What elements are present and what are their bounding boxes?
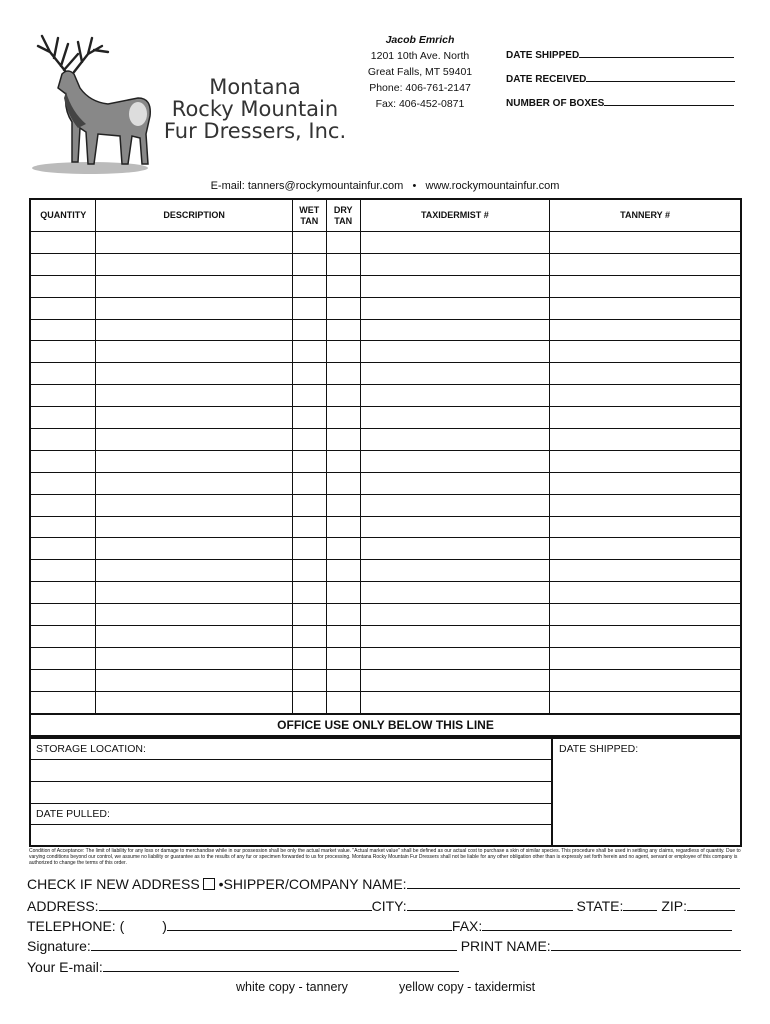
table-cell[interactable] [30,494,96,516]
table-cell[interactable] [360,275,549,297]
table-cell[interactable] [360,407,549,429]
table-cell[interactable] [96,297,292,319]
table-cell[interactable] [292,363,326,385]
company-line-1: Montana [209,75,301,99]
table-cell[interactable] [326,604,360,626]
contact-name: Jacob Emrich [385,34,455,46]
table-cell[interactable] [292,297,326,319]
table-cell[interactable] [292,253,326,275]
shipper-label: •SHIPPER/COMPANY NAME: [218,876,407,892]
table-cell[interactable] [326,450,360,472]
zip-input[interactable] [687,898,735,911]
table-cell[interactable] [96,604,292,626]
email-input[interactable] [103,959,459,972]
table-row [30,297,741,319]
office-line [31,824,551,825]
table-cell[interactable] [96,494,292,516]
table-cell[interactable] [326,494,360,516]
col-wet-tan [292,199,326,232]
table-cell[interactable] [360,604,549,626]
telephone-label: TELEPHONE: ( [27,918,125,934]
table-cell[interactable] [30,691,96,713]
table-cell[interactable] [30,407,96,429]
number-of-boxes-field[interactable] [506,95,734,109]
table-cell[interactable] [550,647,741,669]
table-cell[interactable] [326,560,360,582]
table-cell[interactable] [550,450,741,472]
table-cell[interactable] [96,691,292,713]
telephone-close-paren: ) [162,918,167,934]
table-cell[interactable] [30,472,96,494]
table-cell[interactable] [326,253,360,275]
table-cell[interactable] [550,275,741,297]
office-line [31,781,551,782]
table-cell[interactable] [360,429,549,451]
table-cell[interactable] [292,275,326,297]
city-input[interactable] [407,898,573,911]
table-row [30,253,741,275]
table-cell[interactable] [96,385,292,407]
table-cell[interactable] [326,297,360,319]
table-cell[interactable] [360,319,549,341]
table-row [30,560,741,582]
shipper-row [27,876,740,892]
table-cell[interactable] [30,516,96,538]
table-cell[interactable] [360,669,549,691]
table-cell[interactable] [550,604,741,626]
fax-label: FAX: [451,918,483,934]
table-cell[interactable] [550,363,741,385]
table-cell[interactable] [550,494,741,516]
table-cell[interactable] [96,275,292,297]
date-pulled-label: DATE PULLED: [36,808,110,820]
table-cell[interactable] [30,604,96,626]
table-cell[interactable] [550,297,741,319]
table-cell[interactable] [30,669,96,691]
table-cell[interactable] [96,341,292,363]
table-cell[interactable] [550,429,741,451]
table-cell[interactable] [326,341,360,363]
table-cell[interactable] [96,626,292,648]
table-cell[interactable] [96,538,292,560]
table-cell[interactable] [30,297,96,319]
table-cell[interactable] [96,407,292,429]
table-cell[interactable] [360,582,549,604]
contact-phone: Phone: 406-761-2147 [369,82,471,94]
table-row [30,450,741,472]
col-quantity: QUANTITY [30,199,96,232]
table-cell[interactable] [96,363,292,385]
table-cell[interactable] [292,341,326,363]
table-cell[interactable] [292,429,326,451]
table-header-row [30,199,741,232]
city-label: CITY: [371,898,407,914]
table-cell[interactable] [550,472,741,494]
table-row [30,385,741,407]
table-cell[interactable] [326,647,360,669]
contact-address-2: Great Falls, MT 59401 [367,66,473,78]
number-of-boxes-label: NUMBER OF BOXES [506,98,605,109]
zip-label: ZIP: [661,898,687,914]
table-cell[interactable] [360,297,549,319]
company-line-3: Fur Dressers, Inc. [163,119,347,143]
email-text: E-mail: tanners@rockymountainfur.com [210,180,404,192]
table-cell[interactable] [360,341,549,363]
address-row [27,898,735,914]
table-cell[interactable] [30,385,96,407]
table-cell[interactable] [292,450,326,472]
table-cell[interactable] [550,560,741,582]
table-cell[interactable] [360,363,549,385]
table-cell[interactable] [326,407,360,429]
white-copy-label: white copy - tannery [236,980,348,994]
office-use-header: OFFICE USE ONLY BELOW THIS LINE [29,715,742,737]
table-cell[interactable] [292,560,326,582]
table-cell[interactable] [326,582,360,604]
table-cell[interactable] [30,275,96,297]
table-cell[interactable] [360,472,549,494]
table-cell[interactable] [326,275,360,297]
table-row [30,472,741,494]
office-use-box [29,737,742,847]
table-cell[interactable] [292,232,326,254]
signature-row [27,938,741,954]
signature-label: Signature: [27,938,91,954]
table-cell[interactable] [550,582,741,604]
table-cell[interactable] [30,450,96,472]
contact-address-1: 1201 10th Ave. North [370,50,470,62]
table-cell[interactable] [96,560,292,582]
table-cell[interactable] [292,626,326,648]
table-cell[interactable] [550,691,741,713]
table-cell[interactable] [326,385,360,407]
table-cell[interactable] [326,626,360,648]
table-cell[interactable] [360,385,549,407]
table-cell[interactable] [96,582,292,604]
table-cell[interactable] [550,385,741,407]
email-website-row [0,180,770,192]
table-row [30,582,741,604]
date-received-field[interactable] [506,71,735,85]
table-cell[interactable] [360,232,549,254]
table-cell[interactable] [30,429,96,451]
table-cell[interactable] [30,538,96,560]
col-wet-tan-line2: TAN [300,215,319,226]
table-cell[interactable] [550,253,741,275]
table-cell[interactable] [360,691,549,713]
table-cell[interactable] [30,582,96,604]
table-row [30,669,741,691]
table-cell[interactable] [292,385,326,407]
table-cell[interactable] [550,626,741,648]
table-cell[interactable] [292,494,326,516]
table-cell[interactable] [30,363,96,385]
table-cell[interactable] [96,253,292,275]
print-name-label: PRINT NAME: [460,938,551,954]
table-row [30,626,741,648]
table-cell[interactable] [326,472,360,494]
date-shipped-field[interactable] [506,47,734,61]
table-cell[interactable] [550,516,741,538]
table-cell[interactable] [360,494,549,516]
table-cell[interactable] [30,232,96,254]
table-cell[interactable] [30,253,96,275]
table-cell[interactable] [326,669,360,691]
table-cell[interactable] [30,560,96,582]
table-cell[interactable] [326,319,360,341]
separator-dot: • [412,180,417,192]
state-label: STATE: [576,898,624,914]
table-cell[interactable] [360,560,549,582]
table-cell[interactable] [292,604,326,626]
table-cell[interactable] [550,232,741,254]
table-cell[interactable] [550,538,741,560]
signature-input[interactable] [91,938,457,951]
table-cell[interactable] [550,319,741,341]
table-row [30,363,741,385]
website-text: www.rockymountainfur.com [425,180,560,192]
table-cell[interactable] [360,253,549,275]
table-cell[interactable] [326,538,360,560]
table-row [30,647,741,669]
table-cell[interactable] [360,450,549,472]
table-row [30,604,741,626]
table-cell[interactable] [326,516,360,538]
table-cell[interactable] [96,450,292,472]
table-cell[interactable] [326,363,360,385]
table-cell[interactable] [96,429,292,451]
conditions-fine-print: Condition of Acceptance: The limit of liability for any loss or damage to merchandise while in our possession shall be only the actual market value. "Actual market value" shall be defined as our actual cost to purchase a skin of similar species. This procedure shall be used in settling any claims, regardless of quantity. Due to varying conditions beyond our control, we assume no liability or guarantee as to the results of any fur or specimen forwarded to us for processing. Montana Rocky Mountain Fur Dressers shall not be liable for any other obligation other than is expressly set forth herein and no agent, servant or employee of this company is authorized to change the terms of this order. [29,848,741,866]
table-cell[interactable] [292,538,326,560]
elk-icon [28,32,158,174]
table-cell[interactable] [96,319,292,341]
check-new-address-label: CHECK IF NEW ADDRESS [27,876,200,892]
table-cell[interactable] [96,472,292,494]
date-shipped-label: DATE SHIPPED [506,50,580,61]
table-row [30,691,741,713]
table-row [30,429,741,451]
yellow-copy-label: yellow copy - taxidermist [399,980,536,994]
table-cell[interactable] [326,429,360,451]
col-description: DESCRIPTION [96,199,292,232]
col-dry-tan-line1: DRY [333,204,353,215]
fax-input[interactable] [482,918,732,931]
telephone-row [27,918,732,934]
table-cell[interactable] [292,407,326,429]
print-name-input[interactable] [551,938,741,951]
col-dry-tan [326,199,360,232]
table-cell[interactable] [30,341,96,363]
contact-block [350,32,490,112]
table-cell[interactable] [292,582,326,604]
table-cell[interactable] [550,341,741,363]
table-cell[interactable] [360,516,549,538]
address-input[interactable] [99,898,372,911]
table-cell[interactable] [30,647,96,669]
company-name [150,76,360,142]
table-cell[interactable] [30,319,96,341]
state-input[interactable] [623,898,657,911]
col-tannery: TANNERY # [550,199,741,232]
date-received-label: DATE RECEIVED [506,74,587,85]
table-cell[interactable] [292,516,326,538]
storage-location-label: STORAGE LOCATION: [36,743,146,755]
office-line [31,759,551,760]
table-row [30,319,741,341]
table-row [30,275,741,297]
table-cell[interactable] [360,538,549,560]
table-row [30,494,741,516]
col-dry-tan-line2: TAN [334,215,353,226]
table-row [30,407,741,429]
table-row [30,232,741,254]
table-cell[interactable] [96,516,292,538]
table-cell[interactable] [326,691,360,713]
your-email-label: Your E-mail: [27,959,103,975]
table-cell[interactable] [292,691,326,713]
shipper-input[interactable] [407,876,740,889]
table-cell[interactable] [326,232,360,254]
table-cell[interactable] [360,647,549,669]
table-cell[interactable] [96,647,292,669]
table-cell[interactable] [96,232,292,254]
table-row [30,341,741,363]
contact-fax: Fax: 406-452-0871 [375,98,465,110]
new-address-checkbox[interactable] [203,878,215,890]
telephone-input[interactable] [167,918,452,931]
table-cell[interactable] [292,319,326,341]
company-line-2: Rocky Mountain [171,97,339,121]
email-row [27,959,459,975]
table-cell[interactable] [96,669,292,691]
table-cell[interactable] [550,407,741,429]
table-cell[interactable] [360,626,549,648]
office-date-shipped-label: DATE SHIPPED: [559,743,639,755]
table-cell[interactable] [292,647,326,669]
office-left-panel [31,739,553,845]
table-cell[interactable] [292,472,326,494]
table-cell[interactable] [550,669,741,691]
table-cell[interactable] [292,669,326,691]
col-wet-tan-line1: WET [299,204,320,215]
table-row [30,516,741,538]
col-taxidermist: TAXIDERMIST # [360,199,549,232]
address-label: ADDRESS: [27,898,99,914]
table-row [30,538,741,560]
table-cell[interactable] [30,626,96,648]
items-table [29,198,742,715]
office-line [31,803,551,804]
